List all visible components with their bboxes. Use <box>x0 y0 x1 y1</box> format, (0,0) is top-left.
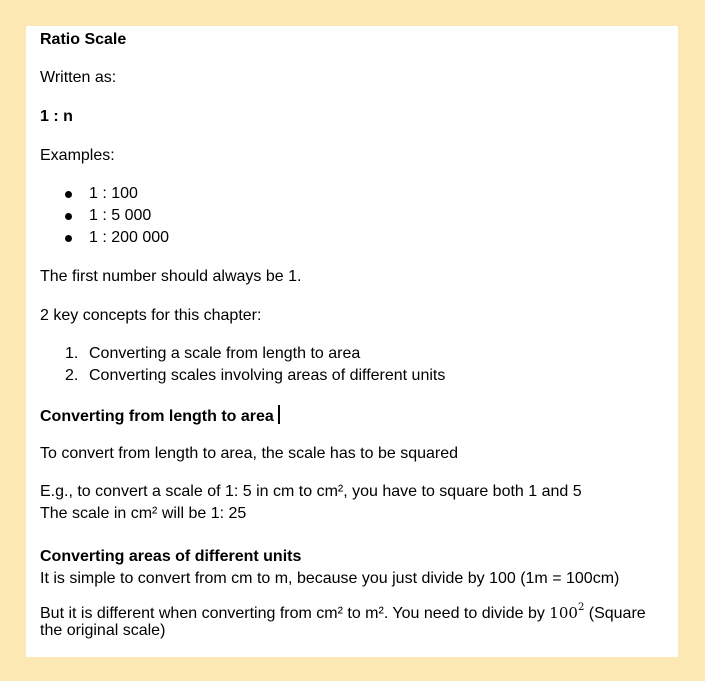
example-text: 1 : 100 <box>89 185 138 202</box>
written-as-label: Written as: <box>40 69 117 86</box>
bullet-icon <box>65 191 72 198</box>
examples-label: Examples: <box>40 147 115 164</box>
paragraph-text: But it is different when converting from cm² to m². You need to divide by <box>40 605 550 622</box>
list-number: 1. <box>65 345 79 362</box>
example-text: 1 : 200 000 <box>89 229 170 246</box>
first-number-note: The first number should always be 1. <box>40 268 302 285</box>
paragraph: the original scale) <box>40 622 166 639</box>
list-number: 2. <box>65 367 79 384</box>
text-cursor <box>278 405 280 424</box>
section-heading[interactable] <box>40 405 280 427</box>
paragraph: The scale in cm² will be 1: 25 <box>40 505 247 522</box>
paragraph: E.g., to convert a scale of 1: 5 in cm to cm², you have to square both 1 and 5 <box>40 483 582 500</box>
bullet-icon <box>65 235 72 242</box>
concept-text: Converting a scale from length to area <box>89 345 361 362</box>
document-page[interactable] <box>26 26 678 657</box>
math-expression <box>549 604 584 622</box>
ratio-format: 1 : n <box>40 108 73 125</box>
bullet-icon <box>65 213 72 220</box>
math-base: 100 <box>549 604 578 622</box>
math-exponent: 2 <box>577 602 585 613</box>
example-text: 1 : 5 000 <box>89 207 152 224</box>
section-heading: Converting areas of different units <box>40 548 302 565</box>
paragraph: To convert from length to area, the scale has to be squared <box>40 445 459 462</box>
concept-text: Converting scales involving areas of different units <box>89 367 446 384</box>
section-heading-text: Converting from length to area <box>40 408 274 425</box>
paragraph: It is simple to convert from cm to m, because you just divide by 100 (1m = 100cm) <box>40 570 620 587</box>
document-title: Ratio Scale <box>40 31 127 48</box>
key-concepts-label: 2 key concepts for this chapter: <box>40 307 262 324</box>
paragraph-text: (Square <box>584 605 646 622</box>
